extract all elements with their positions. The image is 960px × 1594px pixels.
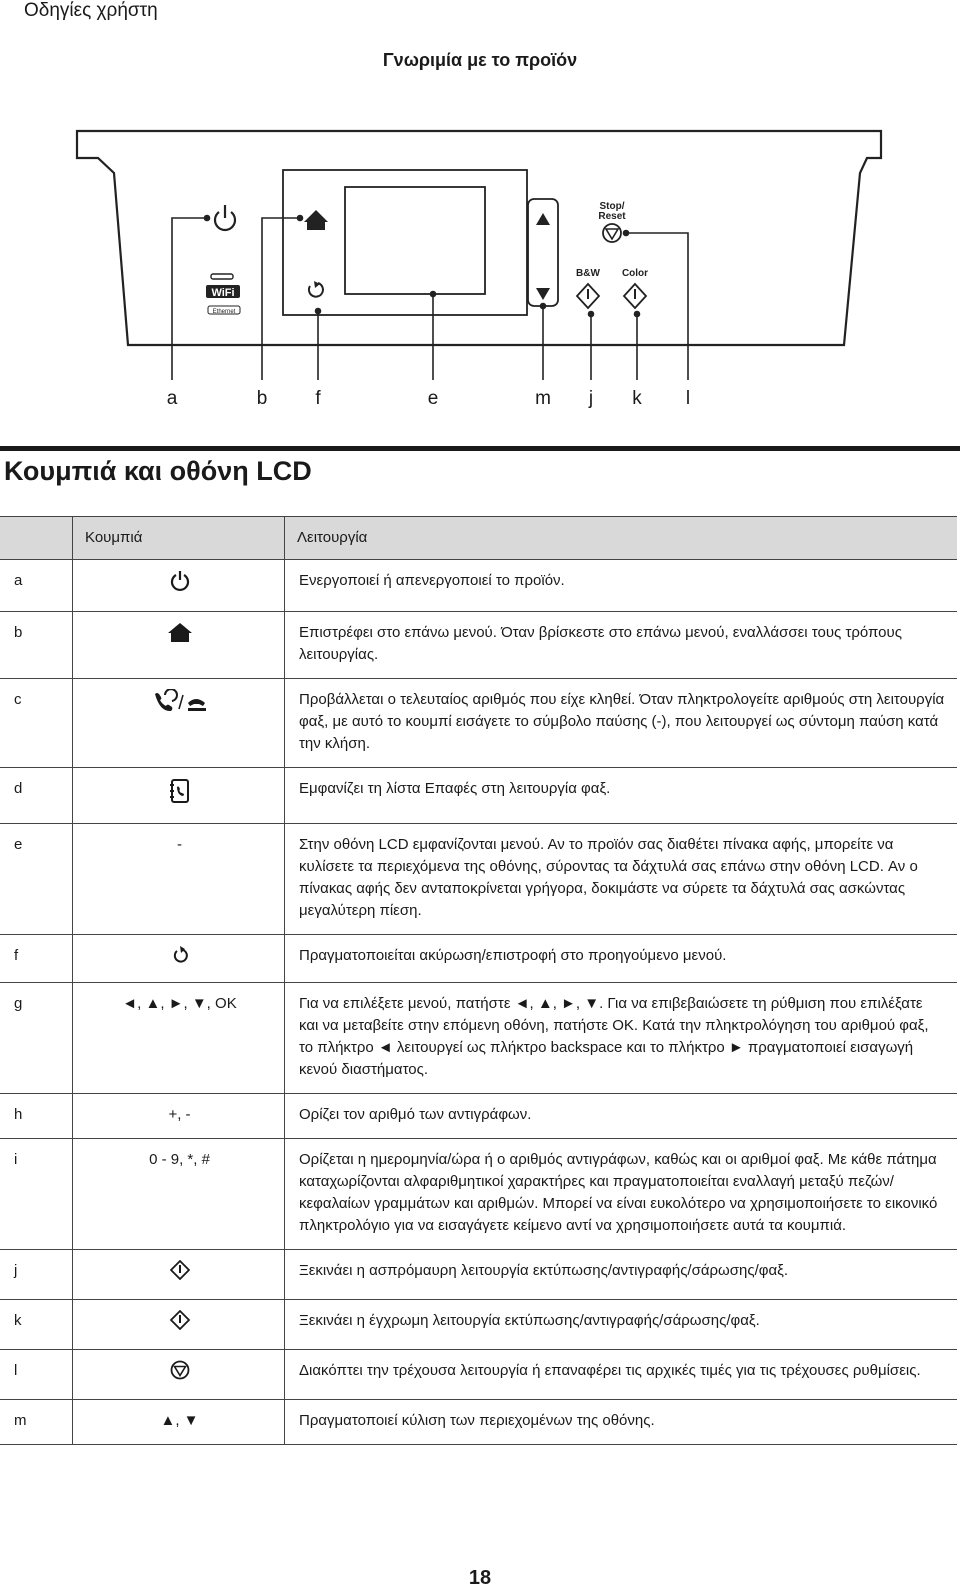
callout-label-a: a	[166, 388, 178, 409]
callout-label-k: k	[632, 388, 642, 409]
table-row	[0, 1139, 957, 1250]
buttons-table	[0, 516, 957, 1445]
wifi-text: WiFi	[211, 287, 235, 299]
lcd-screen	[345, 187, 485, 294]
row-button-text: +, -	[168, 1106, 191, 1123]
table-row	[0, 768, 957, 824]
row-button	[73, 560, 285, 612]
row-button	[73, 612, 285, 679]
row-function: Πραγματοποιεί κύλιση των περιεχομένων της οθόνης.	[285, 1400, 958, 1445]
row-key: d	[0, 768, 73, 824]
contacts-icon	[169, 778, 191, 811]
callout-label-j: j	[588, 388, 594, 409]
row-function: Στην οθόνη LCD εμφανίζονται μενού. Αν το προϊόν σας διαθέτει πίνακα αφής, μπορείτε να κυλίσετε τα περιεχόμενα της οθόνης, σύροντας τα δάχτυλά σας επάνω στην οθόνη LCD. Αν ο πίνακας αφής δεν ανταποκρίνεται γρήγορα, δοκιμάστε να σύρετε τα δάχτυλά σας ασκώντας μεγαλύτερη πίεση.	[285, 824, 958, 935]
row-button-text: ▲, ▼	[160, 1412, 199, 1429]
power-button-icon	[215, 205, 235, 230]
row-key: c	[0, 679, 73, 768]
color-label: Color	[621, 268, 649, 279]
table-header-row	[0, 517, 957, 560]
row-function: Διακόπτει την τρέχουσα λειτουργία ή επαναφέρει τις αρχικές τιμές για τις τρέχουσες ρυθμίσεις.	[285, 1350, 958, 1400]
redial-pause-icon	[152, 689, 208, 720]
row-button	[73, 679, 285, 768]
callout-label-f: f	[315, 388, 321, 409]
scroll-down-icon	[536, 288, 550, 300]
callout-label-e: e	[427, 388, 439, 409]
row-button	[73, 1350, 285, 1400]
table-row	[0, 824, 957, 935]
row-function: Εμφανίζει τη λίστα Επαφές στη λειτουργία φαξ.	[285, 768, 958, 824]
table-row	[0, 935, 957, 983]
row-function: Ορίζεται η ημερομηνία/ώρα ή ο αριθμός αντιγράφων, καθώς και οι αριθμοί φαξ. Με κάθε πάτημα καταχωρίζονται αλφαριθμητικοί χαρακτήρες και πραγματοποιείται εναλλαγή μεταξύ πεζών/κεφαλαίων γραμμάτων και αριθμών. Μπορεί να είναι ευκολότερο να χρησιμοποιήσετε το εικονικό πληκτρολόγιο για να εισαγάγετε κείμενο αντί να χρησιμοποιήσετε αυτά τα κουμπιά.	[285, 1139, 958, 1250]
wifi-led	[211, 274, 233, 279]
row-function: Ξεκινάει η έγχρωμη λειτουργία εκτύπωσης/αντιγραφής/σάρωσης/φαξ.	[285, 1300, 958, 1350]
start-color-button-icon	[624, 284, 646, 308]
row-key: m	[0, 1400, 73, 1445]
col-function-header: Λειτουργία	[285, 517, 958, 560]
row-key: j	[0, 1250, 73, 1300]
section-subtitle: Γνωριμία με το προϊόν	[382, 50, 578, 70]
row-key: l	[0, 1350, 73, 1400]
document-header: Οδηγίες χρήστη	[24, 0, 158, 21]
start-bw-button-icon	[577, 284, 599, 308]
callout-label-l: l	[685, 388, 691, 409]
row-key: b	[0, 612, 73, 679]
back-button-icon	[309, 281, 323, 297]
stop-button-icon	[603, 224, 621, 242]
row-button	[73, 1139, 285, 1250]
row-key: f	[0, 935, 73, 983]
callout-lines	[172, 216, 688, 381]
stop-label: Stop/	[599, 201, 625, 212]
col-buttons-header: Κουμπιά	[73, 517, 285, 560]
row-function: Επιστρέφει στο επάνω μενού. Όταν βρίσκεστε στο επάνω μενού, εναλλάσσει τους τρόπους λειτουργίας.	[285, 612, 958, 679]
page-number: 18	[468, 1567, 492, 1589]
row-function: Ορίζει τον αριθμό των αντιγράφων.	[285, 1094, 958, 1139]
section-rule	[0, 446, 960, 451]
table-row	[0, 612, 957, 679]
table-row	[0, 1400, 957, 1445]
row-button	[73, 1400, 285, 1445]
row-function: Ξεκινάει η ασπρόμαυρη λειτουργία εκτύπωσης/αντιγραφής/σάρωσης/φαξ.	[285, 1250, 958, 1300]
callout-label-m: m	[535, 388, 551, 409]
back-icon	[171, 945, 189, 970]
reset-label: Reset	[598, 211, 626, 222]
row-key: k	[0, 1300, 73, 1350]
row-button	[73, 935, 285, 983]
callout-label-b: b	[256, 388, 268, 409]
row-button	[73, 983, 285, 1094]
row-key: g	[0, 983, 73, 1094]
row-button	[73, 824, 285, 935]
row-button	[73, 768, 285, 824]
row-button-text: 0 - 9, *, #	[149, 1151, 210, 1168]
row-function: Πραγματοποιείται ακύρωση/επιστροφή στο προηγούμενο μενού.	[285, 935, 958, 983]
bw-label: B&W	[576, 268, 600, 279]
stop-icon	[170, 1360, 190, 1387]
row-button-text: ◄, ▲, ►, ▼, OK	[122, 995, 237, 1012]
scroll-up-icon	[536, 213, 550, 225]
home-icon	[167, 622, 193, 651]
table-row	[0, 983, 957, 1094]
power-icon	[169, 570, 191, 599]
row-button-text: -	[177, 836, 182, 853]
table-row	[0, 560, 957, 612]
row-key: i	[0, 1139, 73, 1250]
table-row	[0, 1300, 957, 1350]
row-key: a	[0, 560, 73, 612]
row-button	[73, 1094, 285, 1139]
table-row	[0, 1094, 957, 1139]
home-button-icon	[304, 210, 328, 230]
ethernet-text: Ethernet	[212, 309, 236, 315]
row-button	[73, 1250, 285, 1300]
control-panel-diagram	[0, 125, 960, 425]
panel-outline	[77, 131, 881, 345]
row-function: Για να επιλέξετε μενού, πατήστε ◄, ▲, ►, ▼. Για να επιβεβαιώσετε τη ρύθμιση που επιλέξατε και να μεταβείτε στην επόμενη οθόνη, πατήστε OK. Κατά την πληκτρολόγηση του αριθμού φαξ, το πλήκτρο ◄ λειτουργεί ως πλήκτρο backspace και το πλήκτρο ► πραγματοποιεί εισαγωγή κενού διαστήματος.	[285, 983, 958, 1094]
row-function: Προβάλλεται ο τελευταίος αριθμός που είχε κληθεί. Όταν πληκτρολογείτε αριθμούς στη λειτουργία φαξ, με αυτό το κουμπί εισάγετε το σύμβολο παύσης (-), που λειτουργεί ως σύντομη παύση κατά την κλήση.	[285, 679, 958, 768]
table-row	[0, 1250, 957, 1300]
start-bw-icon	[170, 1260, 190, 1287]
row-key: e	[0, 824, 73, 935]
row-function: Ενεργοποιεί ή απενεργοποιεί το προϊόν.	[285, 560, 958, 612]
start-color-icon	[170, 1310, 190, 1337]
table-row	[0, 1350, 957, 1400]
row-button	[73, 1300, 285, 1350]
table-row	[0, 679, 957, 768]
section-title: Κουμπιά και οθόνη LCD	[4, 456, 312, 486]
row-key: h	[0, 1094, 73, 1139]
